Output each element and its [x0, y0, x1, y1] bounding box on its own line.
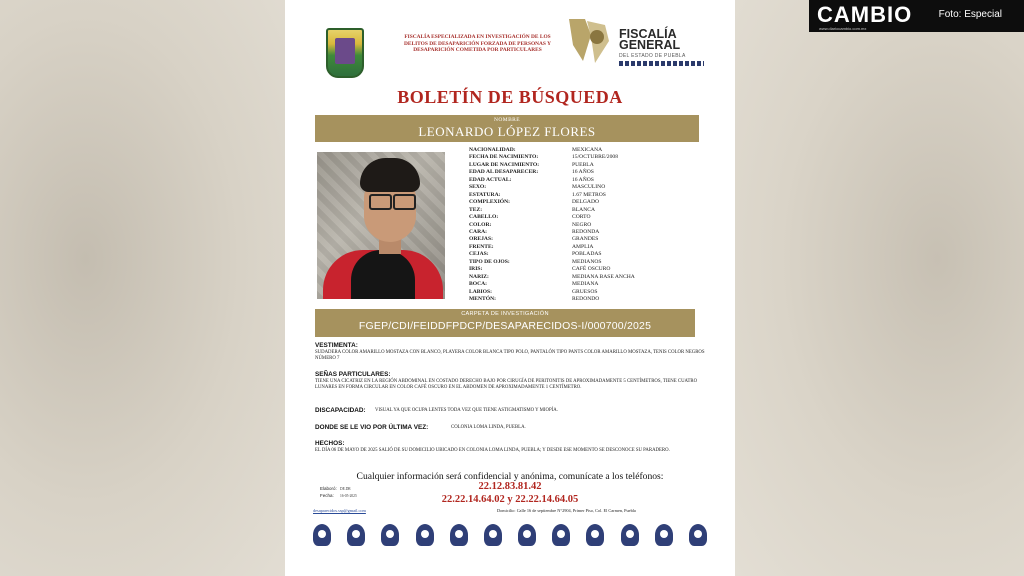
detail-value: AMPLIA — [572, 243, 594, 250]
blurred-background-right — [734, 0, 1024, 576]
detail-label: CABELLO: — [469, 214, 499, 221]
photo-credit: Foto: Especial — [938, 9, 1002, 20]
detail-value: MEDIANA — [572, 281, 599, 288]
disability-heading: DISCAPACIDAD: — [315, 407, 366, 414]
detail-label: LABIOS: — [469, 288, 493, 295]
last-seen-heading: DONDE SE LE VIO POR ÚLTIMA VEZ: — [315, 424, 429, 431]
clothing-heading: VESTIMENTA: — [315, 342, 358, 349]
detail-value: 16 AÑOS — [572, 176, 594, 183]
name-banner — [315, 115, 699, 142]
detail-value: 1.67 METROS — [572, 191, 606, 198]
details-values — [572, 147, 722, 304]
detail-label: BOCA: — [469, 281, 488, 288]
disability-text: VISUAL YA QUE OCUPA LENTES TODA VEZ QUE TIENE ASTIGMATISMO Y MIOPÍA. — [375, 408, 558, 413]
detail-value: REDONDA — [572, 228, 600, 235]
detail-label: EDAD ACTUAL: — [469, 176, 512, 183]
contact-email-link[interactable]: desaparecidos.ssp@gmail.com — [313, 508, 366, 513]
person-name: LEONARDO LÓPEZ FLORES — [418, 124, 596, 139]
detail-label: TIPO DE OJOS: — [469, 258, 510, 265]
detail-value: CORTO — [572, 214, 591, 221]
detail-label: CEJAS: — [469, 251, 489, 258]
detail-value: NEGRO — [572, 221, 592, 228]
detail-label: COMPLEXIÓN: — [469, 199, 511, 206]
ornament-icon — [621, 524, 639, 546]
detail-value: MEXICANA — [572, 147, 603, 153]
prepared-by-label: Elaboró: — [320, 486, 337, 491]
fiscalia-subtitle: DEL ESTADO DE PUEBLA — [619, 53, 686, 59]
detail-value: POBLADAS — [572, 251, 602, 258]
search-bulletin — [285, 0, 735, 576]
detail-label: ESTATURA: — [469, 191, 501, 198]
detail-value: BLANCA — [572, 206, 595, 213]
blurred-background-left — [0, 0, 285, 576]
detail-label: FRENTE: — [469, 243, 494, 250]
detail-label: IRIS: — [469, 266, 483, 273]
ornament-icon — [655, 524, 673, 546]
facts-text: EL DÍA 06 DE MAYO DE 2025 SALIÓ DE SU DOMICILIO UBICADO EN COLONIA LOMA LINDA, PUEBLA; Y DESDE ESE MOMENTO SE DESCONOCE SU PARADERO. — [315, 448, 670, 453]
detail-label: NACIONALIDAD: — [469, 147, 516, 153]
detail-label: SEXO: — [469, 184, 487, 191]
last-seen-text: COLONIA LOMA LINDA, PUEBLA. — [451, 425, 526, 430]
ornament-icon — [518, 524, 536, 546]
state-coat-of-arms-icon — [326, 28, 364, 78]
detail-value: PUEBLA — [572, 161, 594, 168]
ornament-icon — [689, 524, 707, 546]
marks-text: TIENE UNA CICATRIZ EN LA REGIÓN ABDOMINAL EN COSTADO DERECHO BAJO POR CIRUGÍA DE PERITONITIS DE APROXIMADAMENTE 5 CENTÍMETROS, TIENE CUATRO LUNARES EN FORMA CIRCULAR EN COLOR CAFÉ OSCURO EN EL ABDOMEN DE APROXIMADAMENTE 1 CENTÍMETRO. — [315, 379, 698, 391]
detail-label: COLOR: — [469, 221, 492, 228]
decorative-pattern — [619, 61, 704, 66]
contact-message: Cualquier información será confidencial y anónima, comunícate a los teléfonos: — [356, 471, 664, 482]
missing-person-photo — [317, 152, 445, 299]
case-file-number: FGEP/CDI/FEIDDFPDCP/DESAPARECIDOS-I/000700/2025 — [358, 320, 652, 332]
ornament-icon — [552, 524, 570, 546]
agency-name: FISCALÍA ESPECIALIZADA EN INVESTIGACIÓN DE LOS DELITOS DE DESAPARICIÓN FORZADA DE PERSONAS Y DESAPARICIÓN COMETIDA POR PARTICULARES — [404, 34, 551, 54]
detail-value: MEDIANOS — [572, 258, 602, 265]
case-file-label: CARPETA DE INVESTIGACIÓN — [461, 311, 549, 317]
office-address: Domicilio: Calle 16 de septiembre N°2904, Primer Piso, Col. El Carmen, Puebla — [497, 508, 636, 513]
detail-label: CARA: — [469, 228, 488, 235]
detail-label: TEZ: — [469, 206, 483, 213]
detail-value: MEDIANA BASE ANCHA — [572, 273, 635, 280]
detail-label: FECHA DE NACIMIENTO: — [469, 154, 539, 161]
ornament-icon — [416, 524, 434, 546]
detail-value: GRANDES — [572, 236, 599, 243]
case-file-banner — [315, 309, 695, 337]
detail-label: LUGAR DE NACIMIENTO: — [469, 161, 540, 168]
cambio-logo: CAMBIO — [817, 2, 913, 27]
name-label: NOMBRE — [494, 117, 520, 123]
detail-value: CAFÉ OSCURO — [572, 266, 611, 273]
ornament-icon — [381, 524, 399, 546]
detail-label: EDAD AL DESAPARECER: — [469, 169, 539, 176]
ornament-icon — [347, 524, 365, 546]
detail-value: GRUESOS — [572, 288, 598, 295]
ornament-icon — [450, 524, 468, 546]
detail-label: OREJAS: — [469, 236, 493, 243]
prepared-by-value: DE.DR — [340, 487, 351, 491]
date-value: 16-05-2025 — [340, 494, 357, 498]
phone-numbers-secondary: 22.22.14.64.02 y 22.22.14.64.05 — [441, 494, 579, 505]
fiscalia-title: FISCALÍA GENERAL — [619, 27, 681, 52]
detail-value: 15/OCTUBRE/2008 — [572, 154, 618, 161]
detail-value: REDONDO — [572, 296, 600, 303]
details-labels — [469, 147, 589, 304]
fiscalia-emblem-icon — [565, 15, 611, 67]
detail-label: MENTÓN: — [469, 296, 497, 303]
bulletin-title: BOLETÍN DE BÚSQUEDA — [397, 87, 623, 107]
news-watermark — [809, 0, 1024, 32]
clothing-text: SUDADERA COLOR AMARILLO MOSTAZA CON BLANCO, PLAYERA COLOR BLANCA TIPO POLO, PANTALÓN TIPO PANTS COLOR AMARILLO MOSTAZA, TENIS COLOR NEGROS NÚMERO 7 — [315, 350, 705, 362]
ornament-icon — [313, 524, 331, 546]
watermark-site: www.diariocambio.com.mx — [819, 26, 867, 31]
marks-heading: SEÑAS PARTICULARES: — [315, 371, 391, 378]
detail-label: NARIZ: — [469, 273, 489, 280]
detail-value: MASCULINO — [572, 184, 606, 191]
facts-heading: HECHOS: — [315, 440, 345, 447]
detail-value: 16 AÑOS — [572, 169, 594, 176]
footer-ornament — [313, 524, 707, 550]
ornament-icon — [586, 524, 604, 546]
date-label: Fecha: — [320, 493, 334, 498]
detail-value: DELGADO — [572, 199, 600, 206]
phone-number-primary: 22.12.83.81.42 — [478, 481, 542, 492]
ornament-icon — [484, 524, 502, 546]
